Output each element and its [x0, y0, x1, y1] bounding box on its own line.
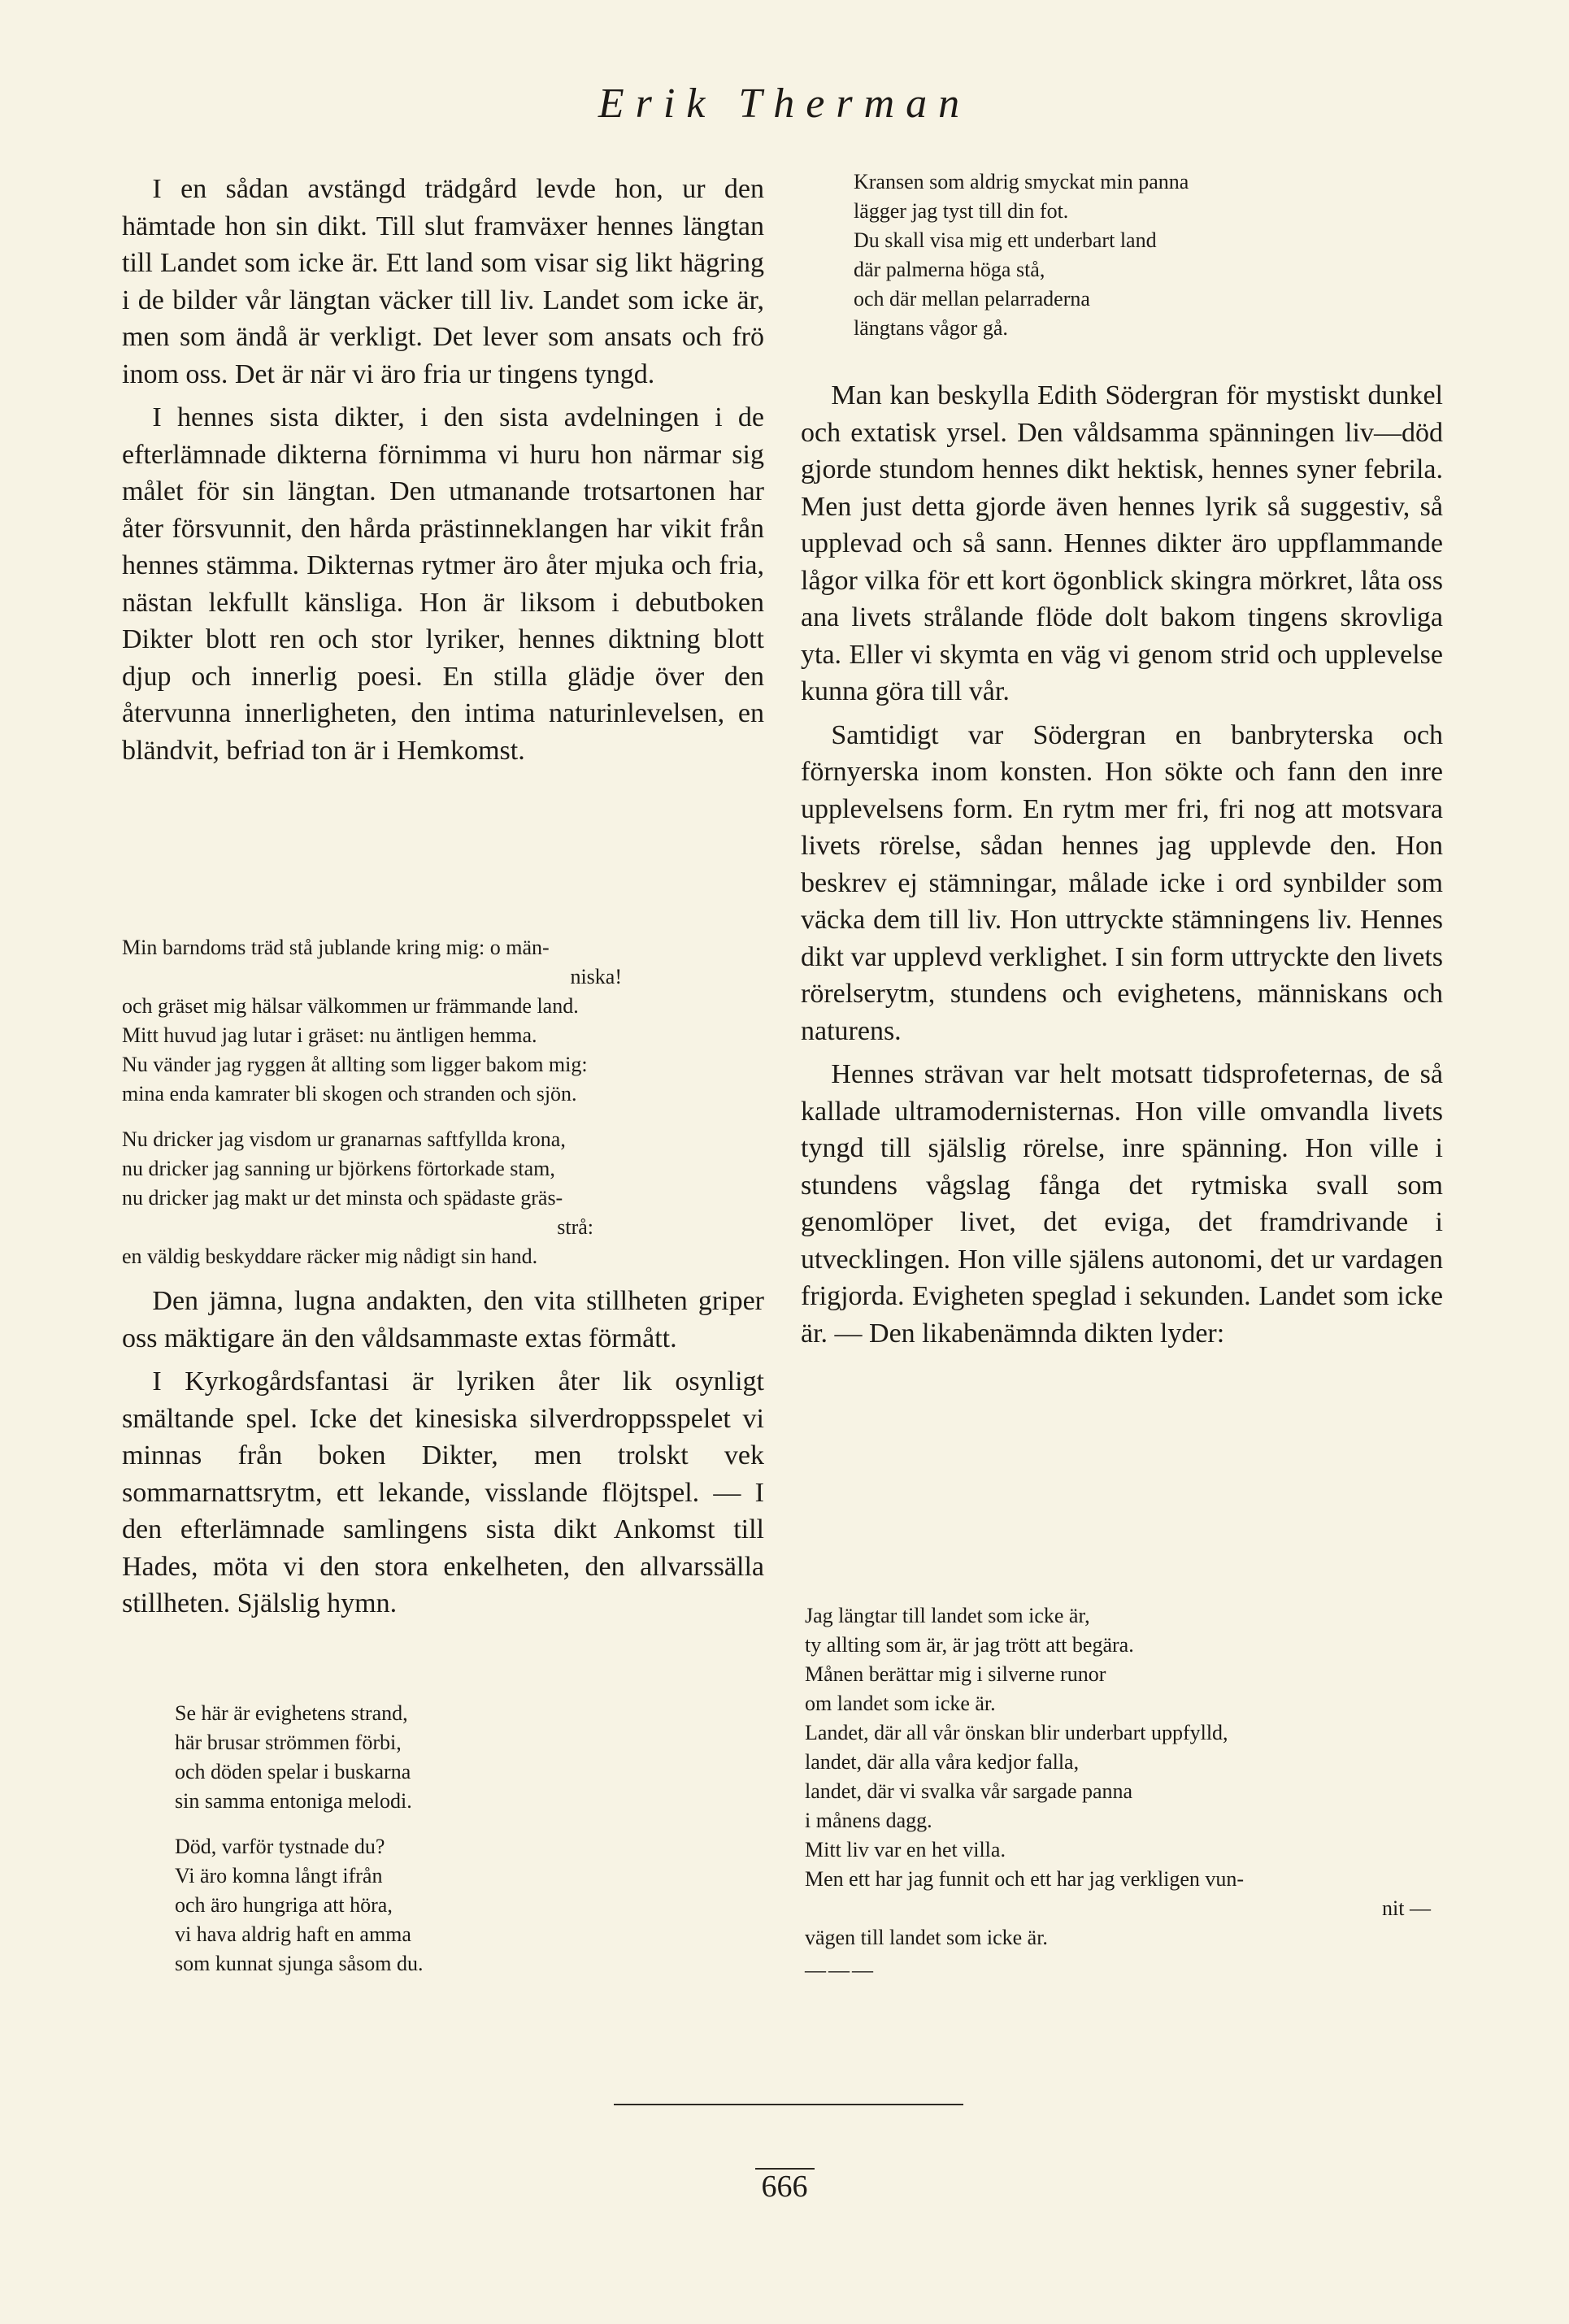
- poem-line: vi hava aldrig haft en amma: [175, 1922, 411, 1946]
- poem-line: Se här är evighetens strand,: [175, 1701, 408, 1725]
- poem-line: som kunnat sjunga såsom du.: [175, 1952, 424, 1975]
- poem-kransen: [854, 167, 1415, 359]
- poem-line-wrap: strå:: [557, 1215, 593, 1239]
- poem-line: nu dricker jag makt ur det minsta och spädaste gräs-: [122, 1186, 563, 1210]
- poem-line-wrap: nit —: [1382, 1896, 1431, 1920]
- poem-line: Nu dricker jag visdom ur granarnas saftfyllda krona,: [122, 1127, 566, 1151]
- poem-ankomst: [175, 1699, 598, 1995]
- poem-line: vägen till landet som icke är.: [805, 1926, 1048, 1949]
- poem-line: Död, varför tystnade du?: [175, 1835, 385, 1858]
- paragraph: I Kyrkogårdsfantasi är lyriken åter lik osynligt smältande spel. Icke det kinesiska silverdroppsspelet vi minnas från boken Dikter, men trolskt vek sommarnattsrytm, ett lekande, visslande flöjtspel. — I den efterlämnade samlingens sista dikt Ankomst till Hades, möta vi den stora enkelheten, den allvarssälla stillheten. Själslig hymn.: [122, 1366, 764, 1618]
- poem-stanza: [175, 1699, 598, 1816]
- running-header: Erik Therman: [598, 80, 971, 127]
- page-number: [0, 2169, 1569, 2205]
- poem-line: Men ett har jag funnit och ett har jag verkligen vun-: [805, 1867, 1245, 1891]
- poem-line: här brusar strömmen förbi,: [175, 1731, 402, 1754]
- poem-line: nu dricker jag sanning ur björkens förtorkade stam,: [122, 1157, 555, 1180]
- poem-line: Vi äro komna långt ifrån: [175, 1864, 383, 1887]
- poem-line: och där mellan pelarraderna: [854, 287, 1090, 311]
- poem-line: mina enda kamrater bli skogen och stranden och sjön.: [122, 1082, 577, 1106]
- poem-line: ty allting som är, är jag trött att begära.: [805, 1633, 1134, 1657]
- poem-line: Nu vänder jag ryggen åt allting som ligger bakom mig:: [122, 1053, 588, 1076]
- poem-line: i månens dagg.: [805, 1809, 932, 1832]
- paragraph: I en sådan avstängd trädgård levde hon, ur den hämtade hon sin dikt. Till slut framväxer hennes längtan till Landet som icke är. Ett land som visar sig likt hägring i de bilder vår längtan väcker till liv. Landet som icke är, men som ändå är verkligt. Det lever som ansats och frö inom oss. Det är när vi äro fria ur tingens tyngd.: [122, 174, 764, 389]
- paragraph: Man kan beskylla Edith Södergran för mystiskt dunkel och extatisk yrsel. Den våldsamma spänningen liv—död gjorde stundom hennes dikt hektisk, hennes syner febrila. Men just detta gjorde även hennes lyrik så suggestiv, så upplevad och så sann. Hennes dikter äro uppflammande lågor vilka för ett kort ögonblick skingra mörkret, låta oss ana livets strålande flöde dolt bakom tingens skrovliga yta. Eller vi skymta en väg vi genom strid och upplevelse kunna göra till vår.: [801, 380, 1443, 706]
- poem-line: en väldig beskyddare räcker mig nådigt sin hand.: [122, 1245, 538, 1268]
- poem-stanza: [175, 1832, 598, 1979]
- poem-line: och äro hungriga att höra,: [175, 1893, 393, 1917]
- page-number-text: 666: [755, 2168, 815, 2204]
- poem-line: landet, där vi svalka vår sargade panna: [805, 1779, 1133, 1803]
- poem-line-wrap: niska!: [570, 965, 622, 988]
- poem-stanza: [805, 1601, 1447, 1985]
- poem-line: Kransen som aldrig smyckat min panna: [854, 170, 1189, 193]
- poem-line: om landet som icke är.: [805, 1692, 996, 1715]
- poem-line: Månen berättar mig i silverne runor: [805, 1662, 1106, 1686]
- poem-line: Landet, där all vår önskan blir underbart uppfylld,: [805, 1721, 1228, 1744]
- right-column: [801, 377, 1443, 1358]
- poem-line: Mitt huvud jag lutar i gräset: nu äntligen hemma.: [122, 1023, 537, 1047]
- paragraph: Samtidigt var Södergran en banbryterska och förnyerska inom konsten. Hon sökte och fann den inre upplevelsens form. En rytm mer fri, fri nog att motsvara livets rörelse, sådan hennes jag upplevde den. Hon beskrev ej stämningar, målade icke i ord synbilder som väcka dem till liv. Hon uttryckte stämningens liv. Hennes dikt var upplevd verklighet. I sin form uttryckte den livets rörelserytm, stundens och evighetens, människans och naturens.: [801, 719, 1443, 1046]
- poem-line: längtans vågor gå.: [854, 316, 1008, 340]
- footer-rule: [614, 2104, 963, 2105]
- left-column-lower: [122, 1283, 764, 1629]
- poem-stanza: [122, 1125, 764, 1271]
- poem-stanza: [854, 167, 1415, 343]
- poem-line: Du skall visa mig ett underbart land: [854, 228, 1157, 252]
- poem-line: och gräset mig hälsar välkommen ur främmande land.: [122, 994, 579, 1018]
- poem-hemkomst: [122, 933, 764, 1288]
- paragraph: Hennes strävan var helt motsatt tidsprofeternas, de så kallade ultramodernisternas. Hon ville omvandla livets tyngd till själslig rörelse, inre spänning. Hon ville i stundens vågslag fånga det rytmiska svall som genomlöper livet, det eviga, det framdrivande i utvecklingen. Hon ville själens autonomi, det ur vardagen frigjorda. Evigheten speglad i sekunden. Landet som icke är. — Den likabenämnda dikten lyder:: [801, 1059, 1443, 1349]
- poem-line: sin samma entoniga melodi.: [175, 1789, 412, 1813]
- left-column: [122, 171, 764, 775]
- paragraph: Den jämna, lugna andakten, den vita stillheten griper oss mäktigare än den våldsammaste extas förmått.: [122, 1286, 764, 1353]
- poem-line: landet, där alla våra kedjor falla,: [805, 1750, 1080, 1774]
- poem-landet: [805, 1601, 1447, 2001]
- poem-line: Jag längtar till landet som icke är,: [805, 1604, 1090, 1627]
- poem-line: där palmerna höga stå,: [854, 258, 1045, 281]
- poem-line: och döden spelar i buskarna: [175, 1760, 411, 1783]
- poem-line: Min barndoms träd stå jublande kring mig: o män-: [122, 936, 550, 959]
- paragraph: I hennes sista dikter, i den sista avdelningen i de efterlämnade dikterna förnimma vi huru hon närmar sig målet för sin längtan. Den utmanande trotsartonen har åter försvunnit, den hårda prästinneklangen har vikit från hennes stämma. Dikternas rytmer äro åter mjuka och fria, nästan lekfullt känsliga. Hon är liksom i debutboken Dikter blott ren och stor lyriker, hennes diktning blott djup och innerlig poesi. En stilla glädje över den återvunna innerligheten, den intima naturinlevelsen, en bländvit, befriad ton är i Hemkomst.: [122, 402, 764, 766]
- poem-line: lägger jag tyst till din fot.: [854, 199, 1069, 223]
- poem-line: Mitt liv var en het villa.: [805, 1838, 1006, 1861]
- end-mark: ———: [805, 1958, 876, 1982]
- poem-stanza: [122, 933, 764, 1109]
